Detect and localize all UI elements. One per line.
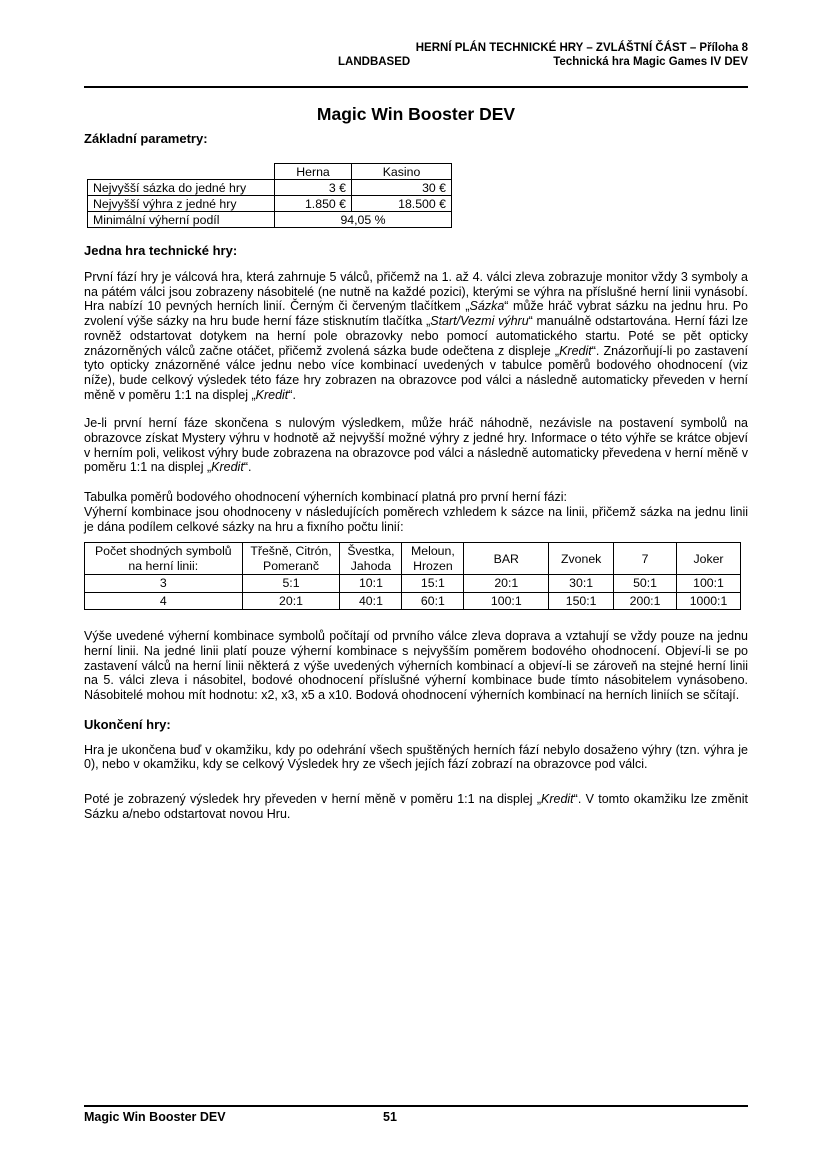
game-paragraphs	[84, 270, 752, 534]
payout-cell: 30:1	[549, 575, 614, 593]
params-value-herna: 1.850 €	[275, 196, 352, 212]
paragraph: Poté je zobrazený výsledek hry převeden v herní měně v poměru 1:1 na displej „Kredit“. V tomto okamžiku lze změnit Sázku a/nebo odstartovat novou Hru.	[84, 792, 752, 821]
ending-paragraphs	[84, 742, 752, 822]
payout-cell: 20:1	[242, 592, 340, 610]
params-table	[87, 163, 452, 228]
params-header-row	[88, 164, 452, 180]
payout-col-symbol-count: Počet shodných symbolů na herní linii:	[85, 543, 243, 575]
payout-col-seven: 7	[614, 543, 677, 575]
payout-col-melon-grape: Meloun, Hrozen	[402, 543, 464, 575]
header-game-name: Technická hra Magic Games IV DEV	[553, 56, 748, 68]
basic-params-heading: Základní parametry:	[84, 131, 208, 146]
params-col-herna: Herna	[275, 164, 352, 180]
payout-cell: 40:1	[340, 592, 402, 610]
payout-cell: 3	[85, 575, 243, 593]
content-area	[84, 0, 752, 822]
paragraph: Výše uvedené výherní kombinace symbolů počítají od prvního válce zleva doprava a vztahují se vždy pouze na jednu herní linii. Na jedné linii platí pouze výherní kombinace s nejvyšším poměrem bodového ohodnocení. Objeví-li se po zastavení válců na herní linii některá z výše uvedených výherních kombinací a objeví-li se zároveň na stejné herní linii na 5. válci zleva i násobitel, bodové ohodnocení příslušné výherní kombinace bude tímto násobitelem vynásobeno. Násobitelé mohou mít hodnotu: x2, x3, x5 a x10. Bodová ohodnocení výherních kombinací na herních liniích se sčítají.	[84, 629, 752, 703]
page-number: 51	[383, 1110, 397, 1124]
params-label: Nejvyšší sázka do jedné hry	[88, 180, 275, 196]
paragraph: První fází hry je válcová hra, která zahrnuje 5 válců, přičemž na 1. až 4. válci zleva zobrazuje monitor vždy 3 symboly a na pátém válci jsou zobrazeny násobitelé (ne nutně na každé pozici), kterými se výhra na příslušné herní linii vynásobí. Hra nabízí 10 pevných herních linií. Černým či červeným tlačítkem „Sázka“ může hráč vybrat sázku na jednu hru. Po zvolení výše sázky na hru bude herní fáze stisknutím tlačítka „Start/Vezmi výhru“ manuálně odstartována. Herní fázi lze rovněž odstartovat dotykem na herní pole obrazovky nebo pomocí automatického startu. Poté se pět opticky znázorněných válců začne otáčet, přičemž zvolená sázka bude odečtena z displeje „Kredit“. Znázorňují-li po zastavení tyto opticky znázorněné válce jednu nebo více kombinací uvedených v tabulce poměrů bodového ohodnocení (viz níže), bude celkový výsledek této fáze hry zobrazen na obrazovce pod válci a následně automaticky převeden v herní měně v poměru 1:1 na displej „Kredit“.	[84, 270, 752, 402]
payout-col-joker: Joker	[677, 543, 741, 575]
params-value-merged: 94,05 %	[275, 212, 452, 228]
payout-cell: 50:1	[614, 575, 677, 593]
params-row-min-payout	[88, 212, 452, 228]
params-col-kasino: Kasino	[352, 164, 452, 180]
page-footer	[84, 1105, 748, 1125]
header-plan-title: HERNÍ PLÁN TECHNICKÉ HRY – ZVLÁŠTNÍ ČÁST – Příloha 8	[415, 42, 748, 54]
single-game-heading: Jedna hra technické hry:	[84, 243, 238, 258]
params-value-kasino: 18.500 €	[352, 196, 452, 212]
params-value-kasino: 30 €	[352, 180, 452, 196]
params-value-herna: 3 €	[275, 180, 352, 196]
params-label: Minimální výherní podíl	[88, 212, 275, 228]
payout-col-bell: Zvonek	[549, 543, 614, 575]
header-line2	[84, 55, 748, 69]
payout-col-cherry-lemon-orange: Třešně, Citrón, Pomeranč	[242, 543, 340, 575]
payout-cell: 10:1	[340, 575, 402, 593]
payout-col-plum-strawberry: Švestka, Jahoda	[340, 543, 402, 575]
payout-cell: 20:1	[464, 575, 549, 593]
payout-cell: 200:1	[614, 592, 677, 610]
footer-title: Magic Win Booster DEV	[84, 1110, 226, 1124]
paragraph: Tabulka poměrů bodového ohodnocení výherních kombinací platná pro první herní fázi: Výherní kombinace jsou ohodnoceny v následujících poměrech vzhledem k sázce na linii, přičemž sázka na jednu linii je dána podílem celkové sázky na hru a fixního počtu linií:	[84, 490, 748, 534]
payout-cell: 5:1	[242, 575, 340, 593]
payout-cell: 150:1	[549, 592, 614, 610]
payout-col-bar: BAR	[464, 543, 549, 575]
params-row-max-win	[88, 196, 452, 212]
payout-cell: 15:1	[402, 575, 464, 593]
payout-cell: 100:1	[464, 592, 549, 610]
payout-cell: 60:1	[402, 592, 464, 610]
params-label: Nejvyšší výhra z jedné hry	[88, 196, 275, 212]
header-rule	[84, 86, 748, 88]
payout-cell: 4	[85, 592, 243, 610]
payout-table	[84, 542, 741, 610]
game-end-heading: Ukončení hry:	[84, 716, 171, 732]
header-landbased-label: LANDBASED	[338, 56, 411, 68]
payout-cell: 1000:1	[677, 592, 741, 610]
payout-cell: 100:1	[677, 575, 741, 593]
page-header	[84, 41, 748, 88]
params-blank-cell	[88, 164, 275, 180]
payout-row-3	[85, 575, 741, 593]
params-row-max-bet	[88, 180, 452, 196]
game-paragraphs-after-table	[84, 629, 752, 703]
paragraph: Hra je ukončena buď v okamžiku, kdy po odehrání všech spuštěných herních fází nebylo dosaženo výhry (tzn. výhra je 0), nebo v okamžiku, kdy se celkový Výsledek hry ze všech jejích fází zobrazí na obrazovce pod válci.	[84, 742, 752, 772]
paragraph: Je-li první herní fáze skončena s nulovým výsledkem, může hráč náhodně, nezávisle na postavení symbolů na obrazovce získat Mystery výhru v hodnotě až nejvyšší možné výhry z jedné hry. Informace o této výhře se krátce objeví v herním poli, velikost výhry bude zobrazena na obrazovce pod válci a následně automaticky převedena v herní měně v poměru 1:1 na displej „Kredit“.	[84, 416, 752, 475]
payout-header-row	[85, 543, 741, 575]
payout-row-4	[85, 592, 741, 610]
page-title: Magic Win Booster DEV	[316, 104, 516, 124]
